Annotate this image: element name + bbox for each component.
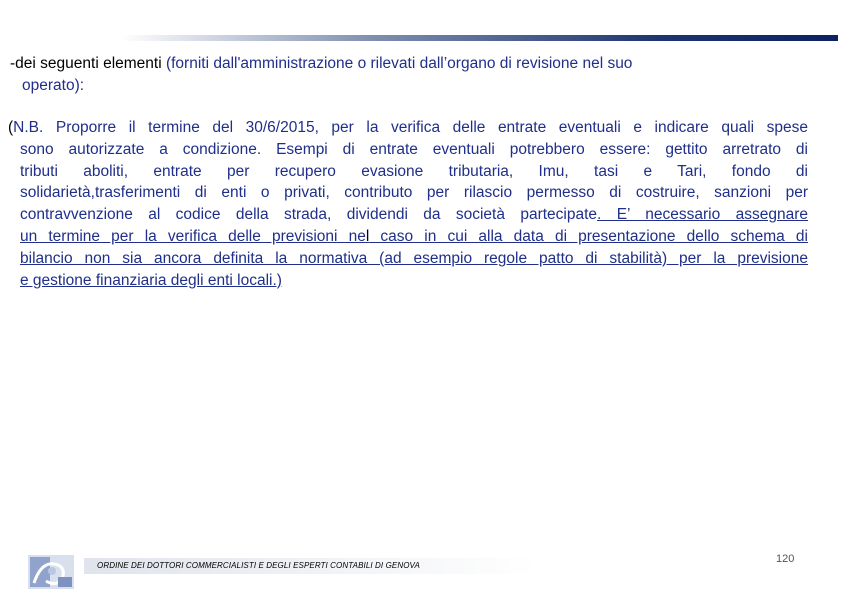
note-line-2: sono autorizzate a condizione. Esempi di entrate eventuali potrebbero essere: gettito arretrato di bbox=[20, 140, 808, 158]
note-line-6: un termine per la verifica delle previsioni nel caso in cui alla data di presentazione dello schema di bbox=[20, 227, 808, 245]
note-line-7: bilancio non sia ancora definita la normativa (ad esempio regole patto di stabilità) per la previsione bbox=[20, 249, 808, 267]
footer-organization: ORDINE DEI DOTTORI COMMERCIALISTI E DEGLI ESPERTI CONTABILI DI GENOVA bbox=[84, 558, 537, 574]
intro-parenthetical: (forniti dall'amministrazione o rilevati dall’organo di revisione nel suo bbox=[165, 55, 633, 72]
page-number: 120 bbox=[776, 553, 795, 565]
note-line-4: solidarietà,trasferimenti di enti o privati, contributo per rilascio permesso di costruire, sanzioni per bbox=[20, 184, 808, 202]
note-line-3: tributi aboliti, entrate per recupero evasione tributaria, Imu, tasi e Tari, fondo di bbox=[20, 162, 808, 180]
note-line-5: contravvenzione al codice della strada, dividendi da società partecipate. E’ necessario assegnare bbox=[20, 206, 808, 224]
intro-paragraph bbox=[10, 53, 810, 97]
note-paragraph bbox=[8, 117, 808, 291]
note-line-1: (N.B. Proporre il termine del 30/6/2015, per la verifica delle entrate eventuali e indicare quali spese bbox=[8, 119, 808, 136]
intro-continuation: operato): bbox=[22, 77, 85, 94]
note-open-paren: ( bbox=[8, 119, 14, 136]
intro-text: dei seguenti elementi bbox=[15, 55, 166, 72]
header-rule bbox=[120, 35, 838, 41]
order-logo-icon bbox=[28, 555, 74, 589]
note-line-8: e gestione finanziaria degli enti locali.) bbox=[20, 271, 282, 289]
intro-dash: - bbox=[10, 55, 16, 72]
